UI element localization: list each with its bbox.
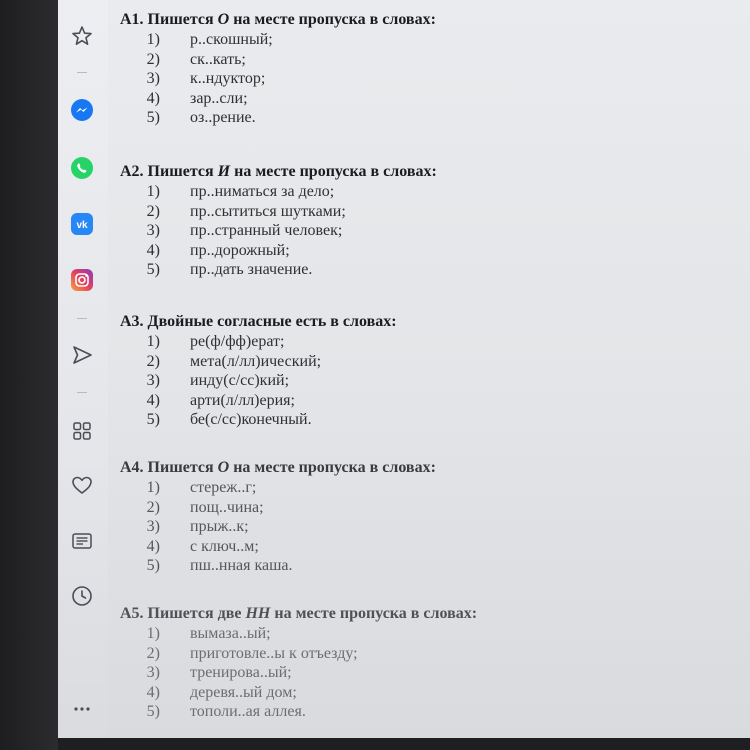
task-title: А5. Пишется две НН на месте пропуска в словах:	[120, 605, 478, 622]
task-a5	[120, 604, 740, 722]
answer-list	[120, 624, 740, 722]
star-icon[interactable]	[69, 23, 95, 49]
answer-option: 3) тренирова..ый;	[146, 664, 292, 681]
answer-option: 5) тополи..ая аллея.	[146, 703, 306, 720]
answer-option: 4) арти(л/лл)ерия;	[146, 391, 295, 409]
whatsapp-icon[interactable]	[69, 155, 95, 181]
news-icon[interactable]	[69, 528, 95, 554]
answer-option: 2) мета(л/лл)ический;	[146, 352, 322, 370]
answer-option: 3) к..ндуктор;	[146, 70, 266, 87]
answer-option: 1) стереж..г;	[146, 479, 257, 496]
task-title: А4. Пишется О на месте пропуска в словах:	[120, 459, 436, 476]
answer-option: 5) пш..нная каша.	[146, 557, 293, 574]
answer-option: 5) бе(с/сс)конечный.	[146, 411, 312, 428]
task-title: А2. Пишется И на месте пропуска в словах:	[120, 163, 437, 180]
more-icon[interactable]	[69, 696, 95, 722]
task-a4	[120, 458, 740, 576]
sidebar-divider	[77, 392, 87, 393]
answer-option: 4) зар..сли;	[146, 89, 248, 107]
monitor-bezel-bottom	[58, 738, 750, 750]
answer-option: 3) прыж..к;	[146, 518, 249, 535]
answer-option: 5) оз..рение.	[146, 109, 256, 126]
answer-option: 4) с ключ..м;	[146, 537, 259, 555]
task-a3	[120, 312, 740, 430]
send-icon[interactable]	[69, 342, 95, 368]
answer-option: 5) пр..дать значение.	[146, 261, 313, 278]
sidebar-divider	[77, 72, 87, 73]
task-a1	[120, 10, 740, 128]
answer-option: 1) р..скошный;	[146, 31, 273, 48]
answer-option: 4) деревя..ый дом;	[146, 683, 297, 701]
answer-list	[120, 332, 740, 430]
answer-option: 2) пощ..чина;	[146, 498, 264, 516]
task-title: А3. Двойные согласные есть в словах:	[120, 313, 397, 330]
task-a2	[120, 162, 740, 280]
answer-option: 2) приготовле..ы к отъезду;	[146, 644, 358, 662]
answer-option: 3) инду(с/сс)кий;	[146, 372, 290, 389]
task-title: A1. Пишется О на месте пропуска в словах:	[120, 11, 436, 28]
answer-option: 2) пр..сытиться шутками;	[146, 202, 346, 220]
answer-list	[120, 478, 740, 576]
answer-option: 2) ск..кать;	[146, 50, 246, 68]
messenger-icon[interactable]	[69, 97, 95, 123]
answer-option: 1) пр..ниматься за дело;	[146, 183, 335, 200]
heart-icon[interactable]	[69, 472, 95, 498]
answer-option: 3) пр..странный человек;	[146, 222, 343, 239]
monitor-bezel	[0, 0, 58, 750]
history-clock-icon[interactable]	[69, 583, 95, 609]
answer-option: 1) вымаза..ый;	[146, 625, 271, 642]
answer-list	[120, 30, 740, 128]
answer-option: 4) пр..дорожный;	[146, 241, 290, 259]
browser-sidebar	[58, 0, 109, 750]
instagram-icon[interactable]	[69, 267, 95, 293]
answer-option: 1) ре(ф/фф)ерат;	[146, 333, 285, 350]
sidebar-divider	[77, 318, 87, 319]
apps-grid-icon[interactable]	[69, 418, 95, 444]
svg-text:vk: vk	[76, 220, 88, 231]
answer-list	[120, 182, 740, 280]
vk-icon[interactable]	[69, 211, 95, 237]
